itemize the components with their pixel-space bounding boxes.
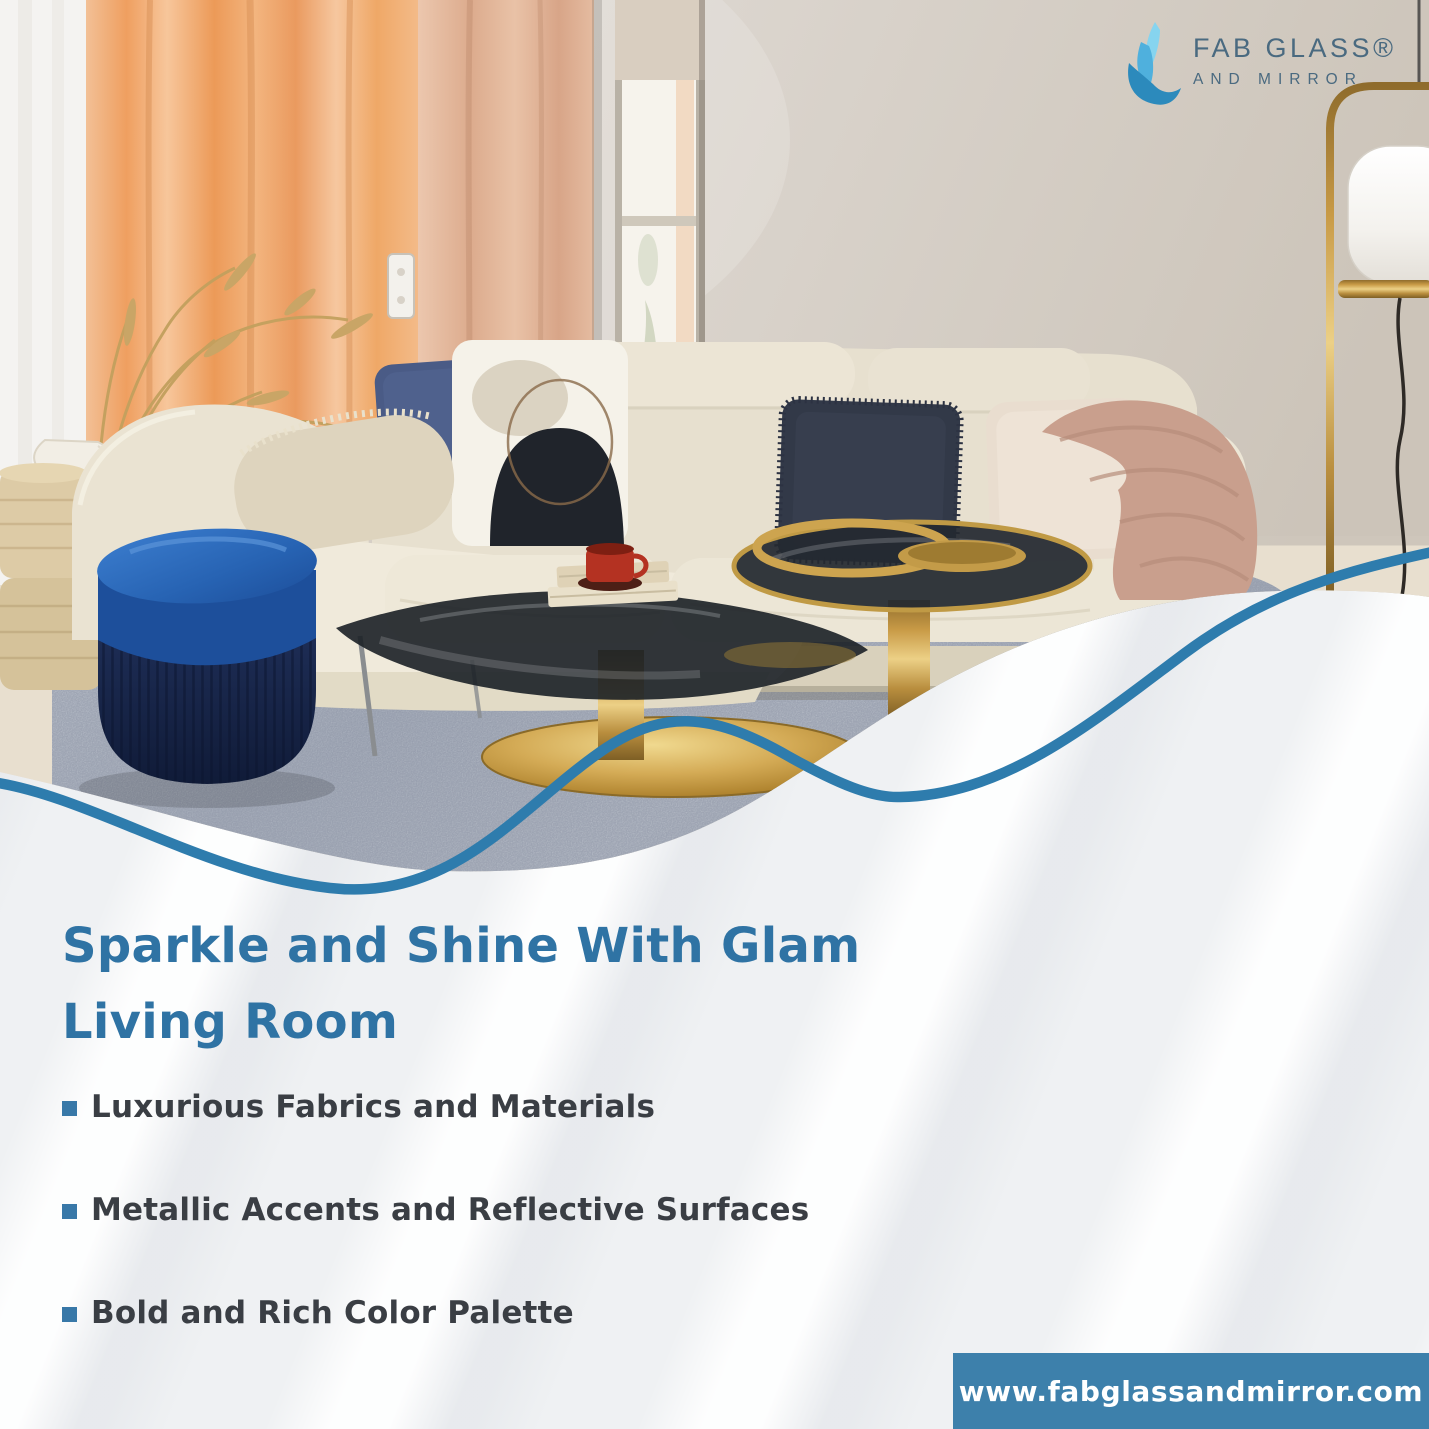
bullet-square-icon [62,1101,77,1116]
logo-text [1193,22,1396,89]
logo-brand-tagline: AND MIRROR [1193,71,1363,88]
brand-logo [1124,22,1396,110]
lamp-collar [1338,280,1429,298]
lamp-shade [1348,146,1429,284]
list-item [62,1187,809,1233]
feature-label: Metallic Accents and Reflective Surfaces [91,1192,810,1228]
list-item [62,1084,809,1130]
feature-list [62,1084,809,1393]
feature-label: Luxurious Fabrics and Materials [91,1089,656,1125]
fab-glass-wave-icon [1124,22,1182,110]
website-bar [953,1353,1429,1429]
headline-line2: Living Room [62,994,399,1050]
bullet-square-icon [62,1204,77,1219]
headline-line1: Sparkle and Shine With Glam [62,918,861,974]
page-title [62,908,1022,1060]
bullet-square-icon [62,1307,77,1322]
feature-label: Bold and Rich Color Palette [91,1295,574,1331]
pillow-abstract-white [452,340,628,546]
logo-brand-name: FAB GLASS® [1193,33,1397,63]
list-item [62,1290,809,1336]
website-url: www.fabglassandmirror.com [958,1374,1424,1408]
wall-outlet [388,254,414,318]
